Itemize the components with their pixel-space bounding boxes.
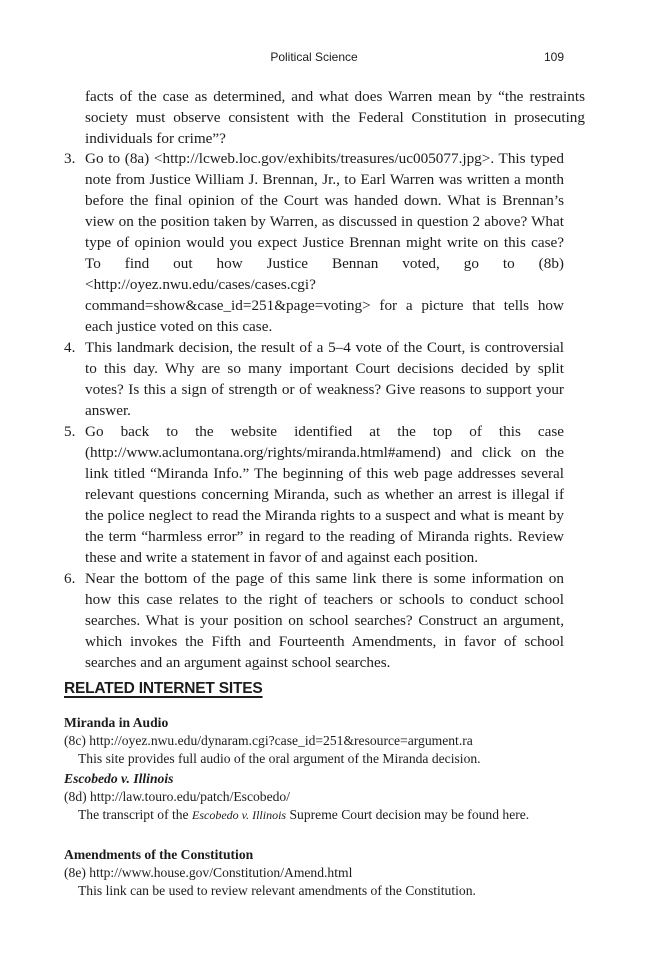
site-description: This link can be used to review relevant amendments of the Constitution. <box>78 883 476 898</box>
site-url[interactable]: (8d) http://law.touro.edu/patch/Escobedo/ <box>64 789 291 804</box>
question-text: Near the bottom of the page of this same link there is some information on how this case relates to the right of teachers or schools to conduct school searches. What is your position on school searches? Construct an argument, which invokes the Fifth and Fourteenth Amendments, in favor of school searches and an argument against school searches. <box>85 570 564 671</box>
question-item <box>64 337 564 421</box>
question-item <box>64 148 564 337</box>
site-url[interactable]: (8c) http://oyez.nwu.edu/dynaram.cgi?case_id=251&resource=argument.ra <box>64 733 473 748</box>
related-sites-heading: RELATED INTERNET SITES <box>64 680 263 697</box>
running-title: Political Science <box>270 50 358 64</box>
question-2-continuation: facts of the case as determined, and what does Warren mean by “the restraints society must observe consistent with the Federal Constitution in prosecuting individuals for crime”? <box>85 88 585 147</box>
question-item <box>64 421 564 568</box>
question-item <box>64 568 564 673</box>
site-entry-miranda-audio <box>64 714 564 768</box>
question-text: Go back to the website identified at the top of this case (http://www.aclumontana.org/rights/miranda.html#amend) and click on the link titled “Miranda Info.” The beginning of this web page addresses several relevant questions concerning Miranda, such as whether an arrest is illegal if the police neglect to read the Miranda rights to a suspect and what is meant by the term “harmless error” in regard to the reading of Miranda rights. Review these and write a statement in favor of and against each position. <box>85 423 564 566</box>
site-entry-escobedo <box>64 770 564 824</box>
page-number: 109 <box>543 50 564 64</box>
page-header <box>64 50 564 68</box>
site-description <box>64 806 564 824</box>
question-text: Go to (8a) <http://lcweb.loc.gov/exhibits/treasures/uc005077.jpg>. This typed note from Justice William J. Brennan, Jr., to Earl Warren was written a month before the final opinion of the Court was handed down. What is Brennan’s view on the position taken by Warren, as discussed in question 2 above? What type of opinion would you expect Justice Brennan might write on this case? To find out how Justice Bennan voted, go to (8b) <http://oyez.nwu.edu/cases/cases.cgi?command=show&case_id=251&page=voting> for a picture that tells how each justice voted on this case. <box>85 150 564 335</box>
question-number: 5. <box>64 423 76 440</box>
case-name: Escobedo v. Illinois <box>192 808 287 822</box>
question-number: 4. <box>64 339 76 356</box>
description-text: The transcript of the <box>78 807 192 822</box>
question-number: 6. <box>64 570 76 587</box>
site-description: This site provides full audio of the oral argument of the Miranda decision. <box>78 751 481 766</box>
question-list <box>64 148 564 673</box>
question-number: 3. <box>64 150 76 167</box>
site-title: Amendments of the Constitution <box>64 847 254 862</box>
description-text: Supreme Court decision may be found here. <box>286 807 530 822</box>
question-text: This landmark decision, the result of a 5–4 vote of the Court, is controversial to this day. Why are so many important Court decisions decided by split votes? Is this a sign of strength or of weakness? Give reasons to support your answer. <box>85 339 564 419</box>
site-title: Escobedo v. Illinois <box>64 771 174 786</box>
site-title: Miranda in Audio <box>64 715 169 730</box>
site-entry-amendments <box>64 846 564 900</box>
site-url[interactable]: (8e) http://www.house.gov/Constitution/Amend.html <box>64 865 353 880</box>
